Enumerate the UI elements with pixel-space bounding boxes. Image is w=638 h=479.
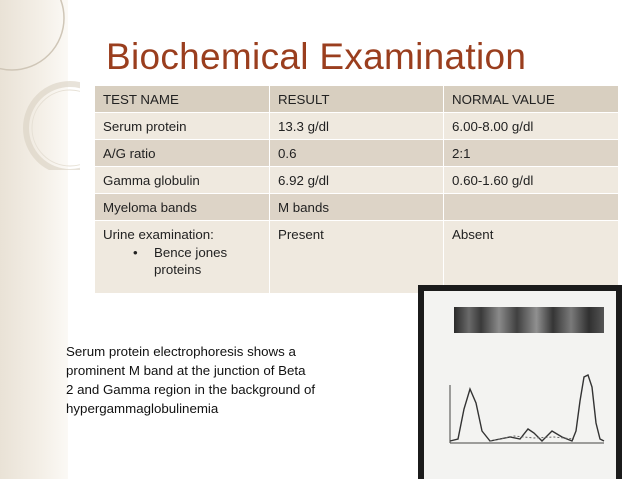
cell-test: Gamma globulin	[95, 167, 270, 194]
electrophoresis-illustration	[424, 291, 616, 479]
cell-normal: 0.60-1.60 g/dl	[444, 167, 619, 194]
table-row	[95, 140, 619, 167]
sub-item-continued	[103, 261, 269, 278]
table-row	[95, 194, 619, 221]
sub-item-text: Bence jones	[154, 245, 228, 260]
cell-result: M bands	[270, 194, 444, 221]
decorative-circles	[0, 0, 80, 170]
cell-result: Present	[270, 221, 444, 294]
header-result: RESULT	[270, 86, 444, 113]
cell-test	[95, 221, 270, 294]
cell-result: 0.6	[270, 140, 444, 167]
header-test-name: TEST NAME	[95, 86, 270, 113]
electrophoresis-photo-paper	[424, 291, 616, 479]
slide-title: Biochemical Examination	[106, 36, 527, 77]
cell-test: Serum protein	[95, 113, 270, 140]
cell-normal	[444, 194, 619, 221]
gel-strip	[454, 307, 604, 333]
cell-normal: 2:1	[444, 140, 619, 167]
densitometry-trace	[450, 375, 604, 441]
table-row	[95, 221, 619, 294]
table-header-row	[95, 86, 619, 113]
sub-item-text: proteins	[154, 262, 202, 277]
table-row	[95, 113, 619, 140]
sub-item-list	[103, 244, 269, 278]
biochem-results-table	[95, 86, 619, 294]
electrophoresis-photo	[418, 285, 622, 479]
cell-result: 6.92 g/dl	[270, 167, 444, 194]
sub-item	[103, 244, 269, 261]
cell-normal: 6.00-8.00 g/dl	[444, 113, 619, 140]
cell-normal: Absent	[444, 221, 619, 294]
cell-result: 13.3 g/dl	[270, 113, 444, 140]
cell-test: Myeloma bands	[95, 194, 270, 221]
cell-test: A/G ratio	[95, 140, 270, 167]
table-row	[95, 167, 619, 194]
bullet-icon: •	[133, 245, 138, 260]
figure-caption: Serum protein electrophoresis shows a prominent M band at the junction of Beta 2 and Gamma region in the background of hypergammaglobulinemia	[66, 344, 316, 416]
cell-test-label: Urine examination:	[103, 227, 214, 242]
header-normal-value: NORMAL VALUE	[444, 86, 619, 113]
